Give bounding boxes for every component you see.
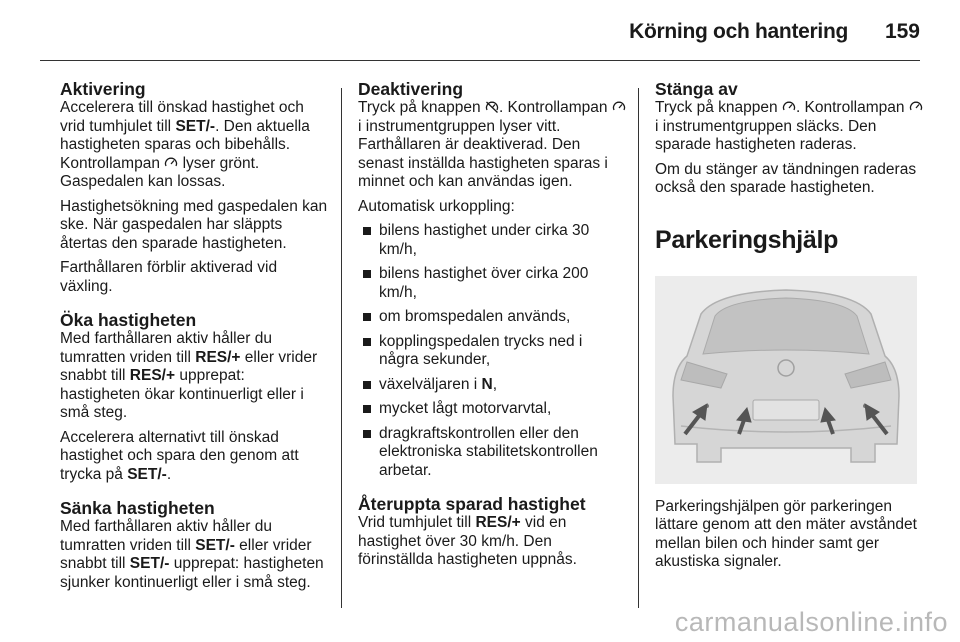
- text: Tryck på knappen: [358, 99, 485, 116]
- text: ,: [492, 375, 498, 393]
- text: Tryck på knappen: [655, 99, 782, 116]
- list-item: bilens hastighet över cirka 200 km/h,: [362, 265, 626, 302]
- text: . Kontrollampan: [795, 99, 909, 116]
- paragraph-aktivering-3: Farthållaren förblir aktiverad vid växling.: [60, 259, 278, 295]
- text: Vrid tumhjulet till: [358, 514, 476, 531]
- text: Accelerera alternativt till önskad hastighet och spara den genom att trycka på: [60, 428, 299, 483]
- paragraph-oka-1: [60, 330, 328, 423]
- paragraph-parkering-1: Parkeringshjälpen gör parkeringen lättare genom att den mäter avståndet mellan bilen och hinder samt ger akustiska signaler.: [655, 497, 917, 570]
- column-divider-1: [341, 88, 342, 608]
- heading-oka-hastigheten: Öka hastigheten: [60, 310, 197, 330]
- list-item: kopplingspedalen trycks ned i några sekunder,: [362, 333, 626, 370]
- auto-disengage-list: [358, 222, 626, 480]
- gear-label: N: [481, 375, 493, 393]
- text: . Den aktuella hastigheten sparas och bibehålls. Kontrollampan: [60, 117, 310, 172]
- section-title: Körning och hantering: [629, 20, 848, 43]
- list-item: [362, 376, 626, 395]
- heading-aktivering: Aktivering: [60, 79, 146, 99]
- column-2: [358, 79, 626, 576]
- paragraph-deaktivering-1: [358, 99, 626, 192]
- list-item: dragkraftskontrollen eller den elektroniska stabilitetskontrollen arbetar.: [362, 425, 626, 481]
- page-number: 159: [884, 20, 920, 43]
- control-label: SET/-: [127, 465, 167, 483]
- text: .: [166, 465, 172, 483]
- heading-sanka-hastigheten: Sänka hastigheten: [60, 498, 215, 518]
- control-label: SET/-: [175, 117, 216, 135]
- heading-stanga-av: Stänga av: [655, 79, 738, 99]
- control-label: RES/+: [475, 514, 521, 531]
- cruise-control-icon: [909, 100, 923, 114]
- list-item: mycket lågt motorvarvtal,: [362, 400, 626, 419]
- cruise-control-icon: [612, 100, 626, 114]
- control-label: SET/-: [129, 555, 170, 572]
- car-rear-drawing: [655, 276, 917, 484]
- text: lyser grönt.: [178, 154, 260, 172]
- text: eller vrider snabbt till: [60, 536, 312, 572]
- text: . Kontrollampan: [498, 99, 612, 116]
- list-item: bilens hastighet under cirka 30 km/h,: [362, 222, 626, 259]
- text: eller vrider snabbt till: [60, 348, 318, 384]
- heading-deaktivering: Deaktivering: [358, 79, 464, 99]
- page-header: [0, 0, 960, 62]
- text: i instrumentgruppen släcks. Den sparade hastigheten raderas.: [655, 117, 877, 153]
- paragraph-stanga-2: Om du stänger av tändningen raderas också den sparade hastigheten.: [655, 160, 917, 196]
- paragraph-deaktivering-2: Automatisk urkoppling:: [358, 197, 515, 215]
- text: växelväljaren i: [379, 375, 482, 393]
- cruise-control-icon: [782, 100, 796, 114]
- text: vid en hastighet över 30 km/h. Den förinställda hastigheten uppnås.: [358, 514, 577, 568]
- cruise-control-off-icon: [485, 100, 499, 114]
- cruise-control-icon: [164, 156, 178, 170]
- text: upprepat: hastigheten ökar kontinuerligt eller i små steg.: [60, 367, 304, 421]
- paragraph-oka-2: [60, 429, 328, 485]
- header-rule: [40, 60, 920, 61]
- paragraph-ateruppta-1: [358, 514, 626, 570]
- text: upprepat: hastigheten sjunker kontinuerligt eller i små steg.: [60, 555, 324, 591]
- text: Accelerera till önskad hastighet och vrid tumhjulet till: [60, 99, 304, 135]
- paragraph-stanga-1: [655, 99, 923, 155]
- control-label: RES/+: [195, 348, 241, 366]
- paragraph-aktivering-1: [60, 99, 328, 192]
- column-3: [655, 79, 923, 578]
- heading-ateruppta: Återuppta sparad hastighet: [358, 494, 586, 514]
- watermark: carmanualsonline.info: [674, 607, 948, 637]
- control-label: SET/-: [195, 536, 235, 554]
- paragraph-aktivering-2: Hastighetsökning med gaspedalen kan ske. När gaspedalen har släppts återtas den sparade hastigheten.: [60, 197, 328, 252]
- heading-parkeringshjalp: Parkeringshjälp: [655, 225, 839, 254]
- text: Med farthållaren aktiv håller du tumratten vriden till: [60, 518, 272, 554]
- control-label: RES/+: [129, 367, 176, 384]
- text: i instrumentgruppen lyser vitt. Farthållaren är deaktiverad. Den senast inställda hastigheten sparas i minnet och kan användas igen.: [358, 117, 608, 190]
- car-rear-illustration: [655, 276, 917, 484]
- paragraph-sanka-1: [60, 518, 328, 592]
- text: Med farthållaren aktiv håller du tumratten vriden till: [60, 330, 272, 366]
- list-item: om bromspedalen används,: [362, 308, 626, 327]
- column-divider-2: [638, 88, 639, 608]
- text: Gaspedalen kan lossas.: [60, 173, 226, 190]
- column-1: [60, 79, 328, 598]
